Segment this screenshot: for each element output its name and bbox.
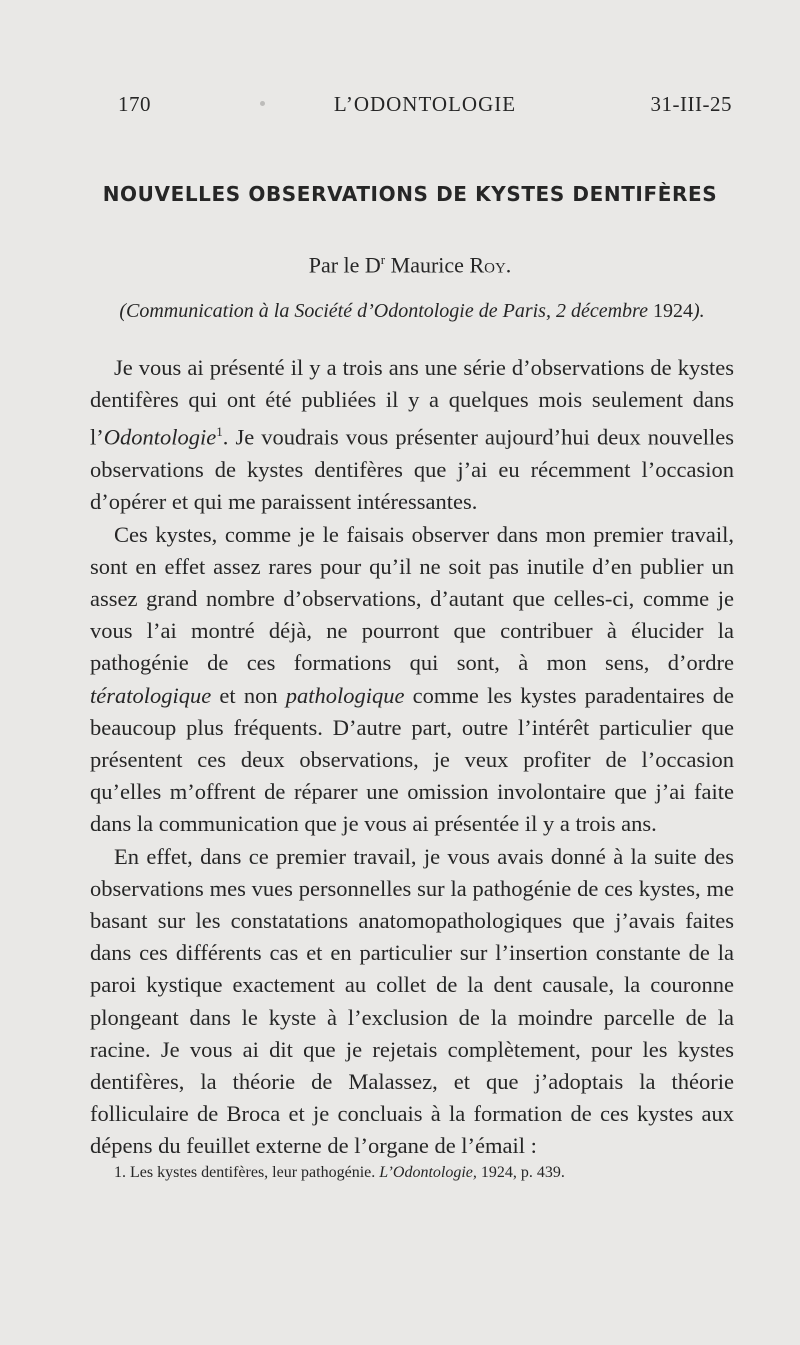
paragraph-2-text-a: Ces kystes, comme je le faisais observer dans mon premier travail, sont en effet assez rares pour qu’il ne soit pas inutile d’en publier un assez grand nombre d’observations, d’autant que celles-ci, comme je vous l’ai montré déjà, ne pourront que contribuer à élucider la pathogénie de ces formations qui sont, à mon sens, d’ordre <box>90 521 734 676</box>
paragraph-3: En effet, dans ce premier travail, je vous avais donné à la suite des observations mes vues personnelles sur la pathogénie de ces kystes, me basant sur les constatations anatomopathologiques que j’avais faites dans ces différents cas et en particulier sur l’insertion constante de la paroi kystique exactement au collet de la dent causale, la couronne plongeant dans le kyste à l’exclusion de la moindre parcelle de la racine. Je vous ai dit que je rejetais complètement, pour les kystes dentifères, la théorie de Malassez, et que j’adoptais la théorie folliculaire de Broca et je concluais à la formation de ces kystes aux dépens du feuillet externe de l’organe de l’émail : <box>90 843 734 1159</box>
author-first-name: Maurice <box>390 252 464 278</box>
paragraph-1-text-a: Je vous ai présenté il y a trois ans une série d’observations de kystes dentifères qui ont été publiées il y a quelques mois seulement dans l’ <box>90 355 734 450</box>
article-title: NOUVELLES OBSERVATIONS DE KYSTES DENTIFÈRES <box>102 182 718 206</box>
footnote-text-b: 1924, p. 439. <box>476 1164 565 1181</box>
paragraph-2-text-c: comme les kystes paradentaires de beaucoup plus fréquents. D’autre part, outre l’intérêt particulier que présentent ces deux observations, je veux profiter de l’occasion qu’elles m’offrent de réparer une omission involontaire que j’ai faite dans la communication que je vous ai présentée il y a trois ans. <box>90 682 734 837</box>
article-body <box>90 352 734 1163</box>
emphasis-pathologique: pathologique <box>285 682 405 708</box>
communication-end: ). <box>692 300 705 322</box>
paragraph-2-text-b: et non <box>211 682 286 708</box>
communication-text: (Communication à la Société d’Odontologie de Paris, 2 décembre <box>119 300 653 322</box>
communication-note <box>90 300 734 323</box>
paragraph-2 <box>90 519 734 841</box>
journal-reference: Odontologie <box>103 424 217 450</box>
issue-date: 31-III-25 <box>650 92 732 116</box>
page-number: 170 <box>118 92 151 116</box>
journal-name: L’ODONTOLOGIE <box>333 92 517 116</box>
emphasis-teratologique: tératologique <box>90 682 212 708</box>
communication-year: 1924 <box>652 300 693 322</box>
paper-speck <box>260 101 265 106</box>
footnote-number: 1. <box>114 1164 126 1181</box>
footnote-journal: L’Odontologie, <box>379 1164 477 1181</box>
author-title-suffix: r <box>380 252 386 267</box>
footnote <box>114 1164 734 1182</box>
paragraph-1-text-b: . Je voudrais vous présenter aujourd’hui deux nouvelles observations de kystes dentifères que j’ai eu récemment l’occasion d’opérer et qui me paraissent intéressantes. <box>90 424 734 515</box>
paragraph-1 <box>90 352 734 519</box>
running-head <box>118 92 732 122</box>
author-last-name: Roy <box>469 252 506 278</box>
footnote-marker: 1 <box>216 424 223 440</box>
author-prefix: Par le D <box>308 252 381 278</box>
author-line <box>90 252 730 278</box>
author-end: . <box>505 252 512 278</box>
footnote-text-a: Les kystes dentifères, leur pathogénie. <box>130 1164 380 1181</box>
